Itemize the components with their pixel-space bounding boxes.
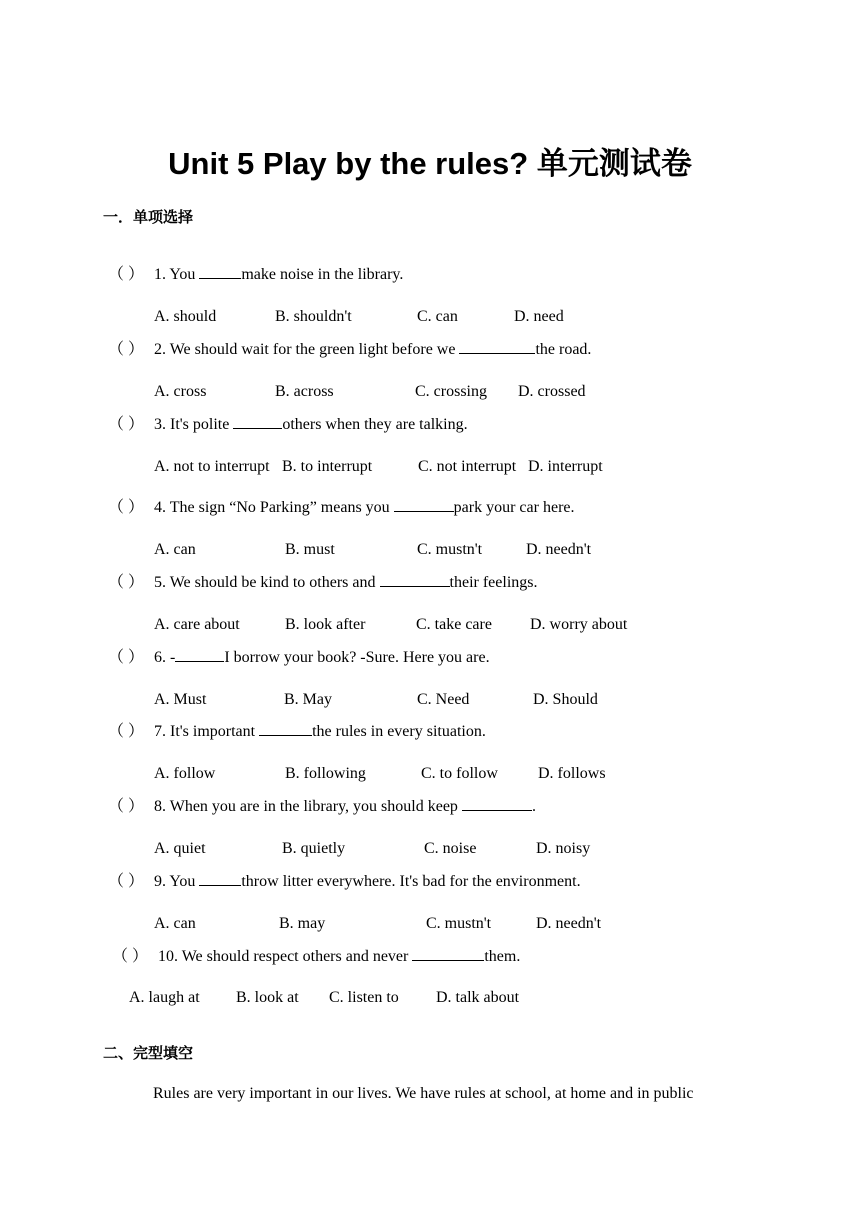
option-b: B. look after <box>285 616 366 633</box>
option-d: D. Should <box>533 691 598 708</box>
option-c: C. not interrupt <box>418 458 517 475</box>
question-text-after: them. <box>484 948 521 965</box>
answer-blank <box>462 795 532 811</box>
question-number: 6. <box>154 649 166 666</box>
question-text-before: You <box>169 266 200 283</box>
question-text-after: make noise in the library. <box>241 266 404 283</box>
question-text-after: throw litter everywhere. It's bad for the environment. <box>241 873 581 890</box>
answer-bracket: （ ） <box>108 416 145 433</box>
answer-blank <box>459 338 535 354</box>
answer-blank <box>380 571 450 587</box>
page-title: Unit 5 Play by the rules? 单元测试卷 <box>168 146 692 181</box>
question-text-before: When you are in the library, you should keep <box>169 798 462 815</box>
option-d: D. noisy <box>536 840 591 857</box>
question-text-after: . <box>531 798 536 815</box>
answer-blank <box>412 945 484 961</box>
option-a: A. laugh at <box>129 989 200 1006</box>
option-c: C. Need <box>417 691 470 708</box>
question-text-before: - <box>170 649 176 666</box>
question-text-before: We should be kind to others and <box>169 574 380 591</box>
question-4 <box>108 496 575 518</box>
option-d: D. talk about <box>436 989 520 1006</box>
question-text-after: the rules in every situation. <box>312 723 486 740</box>
section-heading-multiple-choice: 一．单项选择 <box>103 208 194 226</box>
answer-bracket: （ ） <box>108 723 145 740</box>
question-8 <box>108 795 536 817</box>
question-text-before: You <box>169 873 200 890</box>
question-number: 9. <box>154 873 166 890</box>
option-a: A. can <box>154 915 196 932</box>
section-heading-cloze: 二、完型填空 <box>103 1044 194 1062</box>
question-number: 2. <box>154 341 166 358</box>
question-text-before: The sign “No Parking” means you <box>169 499 394 516</box>
answer-bracket: （ ） <box>112 948 149 965</box>
question-number: 8. <box>154 798 166 815</box>
option-d: D. follows <box>538 765 606 782</box>
option-b: B. to interrupt <box>282 458 373 475</box>
option-a: A. care about <box>154 616 240 633</box>
option-d: D. needn't <box>526 541 592 558</box>
option-a: A. follow <box>154 765 216 782</box>
question-10 <box>112 945 520 967</box>
option-a: A. quiet <box>154 840 206 857</box>
question-text-after: others when they are talking. <box>282 416 468 433</box>
option-a: A. not to interrupt <box>154 458 270 475</box>
answer-blank <box>175 646 224 662</box>
answer-bracket: （ ） <box>108 341 145 358</box>
answer-blank <box>259 720 312 736</box>
answer-blank <box>199 870 241 886</box>
question-6 <box>108 646 490 668</box>
answer-bracket: （ ） <box>108 499 145 516</box>
option-c: C. mustn't <box>417 541 483 558</box>
question-number: 3. <box>154 416 166 433</box>
question-text-after: I borrow your book? -Sure. Here you are. <box>224 649 490 666</box>
question-5 <box>108 571 537 593</box>
option-c: C. mustn't <box>426 915 492 932</box>
option-a: A. should <box>154 308 217 325</box>
question-number: 1. <box>154 266 166 283</box>
option-d: D. crossed <box>518 383 586 400</box>
question-number: 10. <box>158 948 178 965</box>
question-number: 5. <box>154 574 166 591</box>
option-a: A. Must <box>154 691 207 708</box>
option-c: C. noise <box>424 840 477 857</box>
question-2 <box>108 338 591 360</box>
option-d: D. worry about <box>530 616 628 633</box>
question-text-before: We should wait for the green light before we <box>169 341 460 358</box>
option-b: B. following <box>285 765 366 782</box>
answer-bracket: （ ） <box>108 873 145 890</box>
option-b: B. across <box>275 383 334 400</box>
option-c: C. take care <box>416 616 492 633</box>
option-b: B. look at <box>236 989 299 1006</box>
question-3 <box>108 413 468 435</box>
question-text-before: It's polite <box>170 416 234 433</box>
option-c: C. to follow <box>421 765 498 782</box>
question-number: 4. <box>154 499 166 516</box>
option-a: A. cross <box>154 383 207 400</box>
option-b: B. May <box>284 691 332 708</box>
question-text-after: park your car here. <box>453 499 575 516</box>
option-a: A. can <box>154 541 196 558</box>
answer-blank <box>199 263 241 279</box>
option-d: D. needn't <box>536 915 602 932</box>
option-b: B. shouldn't <box>275 308 352 325</box>
question-text-before: We should respect others and never <box>181 948 413 965</box>
question-text-after: the road. <box>535 341 592 358</box>
option-b: B. may <box>279 915 326 932</box>
option-c: C. listen to <box>329 989 399 1006</box>
option-d: D. interrupt <box>528 458 603 475</box>
answer-blank <box>394 496 454 512</box>
option-c: C. crossing <box>415 383 487 400</box>
answer-bracket: （ ） <box>108 266 145 283</box>
answer-bracket: （ ） <box>108 798 145 815</box>
option-b: B. quietly <box>282 840 346 857</box>
question-1 <box>108 263 403 285</box>
question-text-after: their feelings. <box>449 574 538 591</box>
cloze-paragraph: Rules are very important in our lives. We have rules at school, at home and in public <box>153 1085 694 1102</box>
question-text-before: It's important <box>170 723 260 740</box>
answer-blank <box>233 413 282 429</box>
answer-bracket: （ ） <box>108 574 145 591</box>
option-b: B. must <box>285 541 335 558</box>
answer-bracket: （ ） <box>108 649 145 666</box>
question-9 <box>108 870 581 892</box>
question-7 <box>108 720 486 742</box>
question-number: 7. <box>154 723 166 740</box>
option-d: D. need <box>514 308 564 325</box>
option-c: C. can <box>417 308 458 325</box>
